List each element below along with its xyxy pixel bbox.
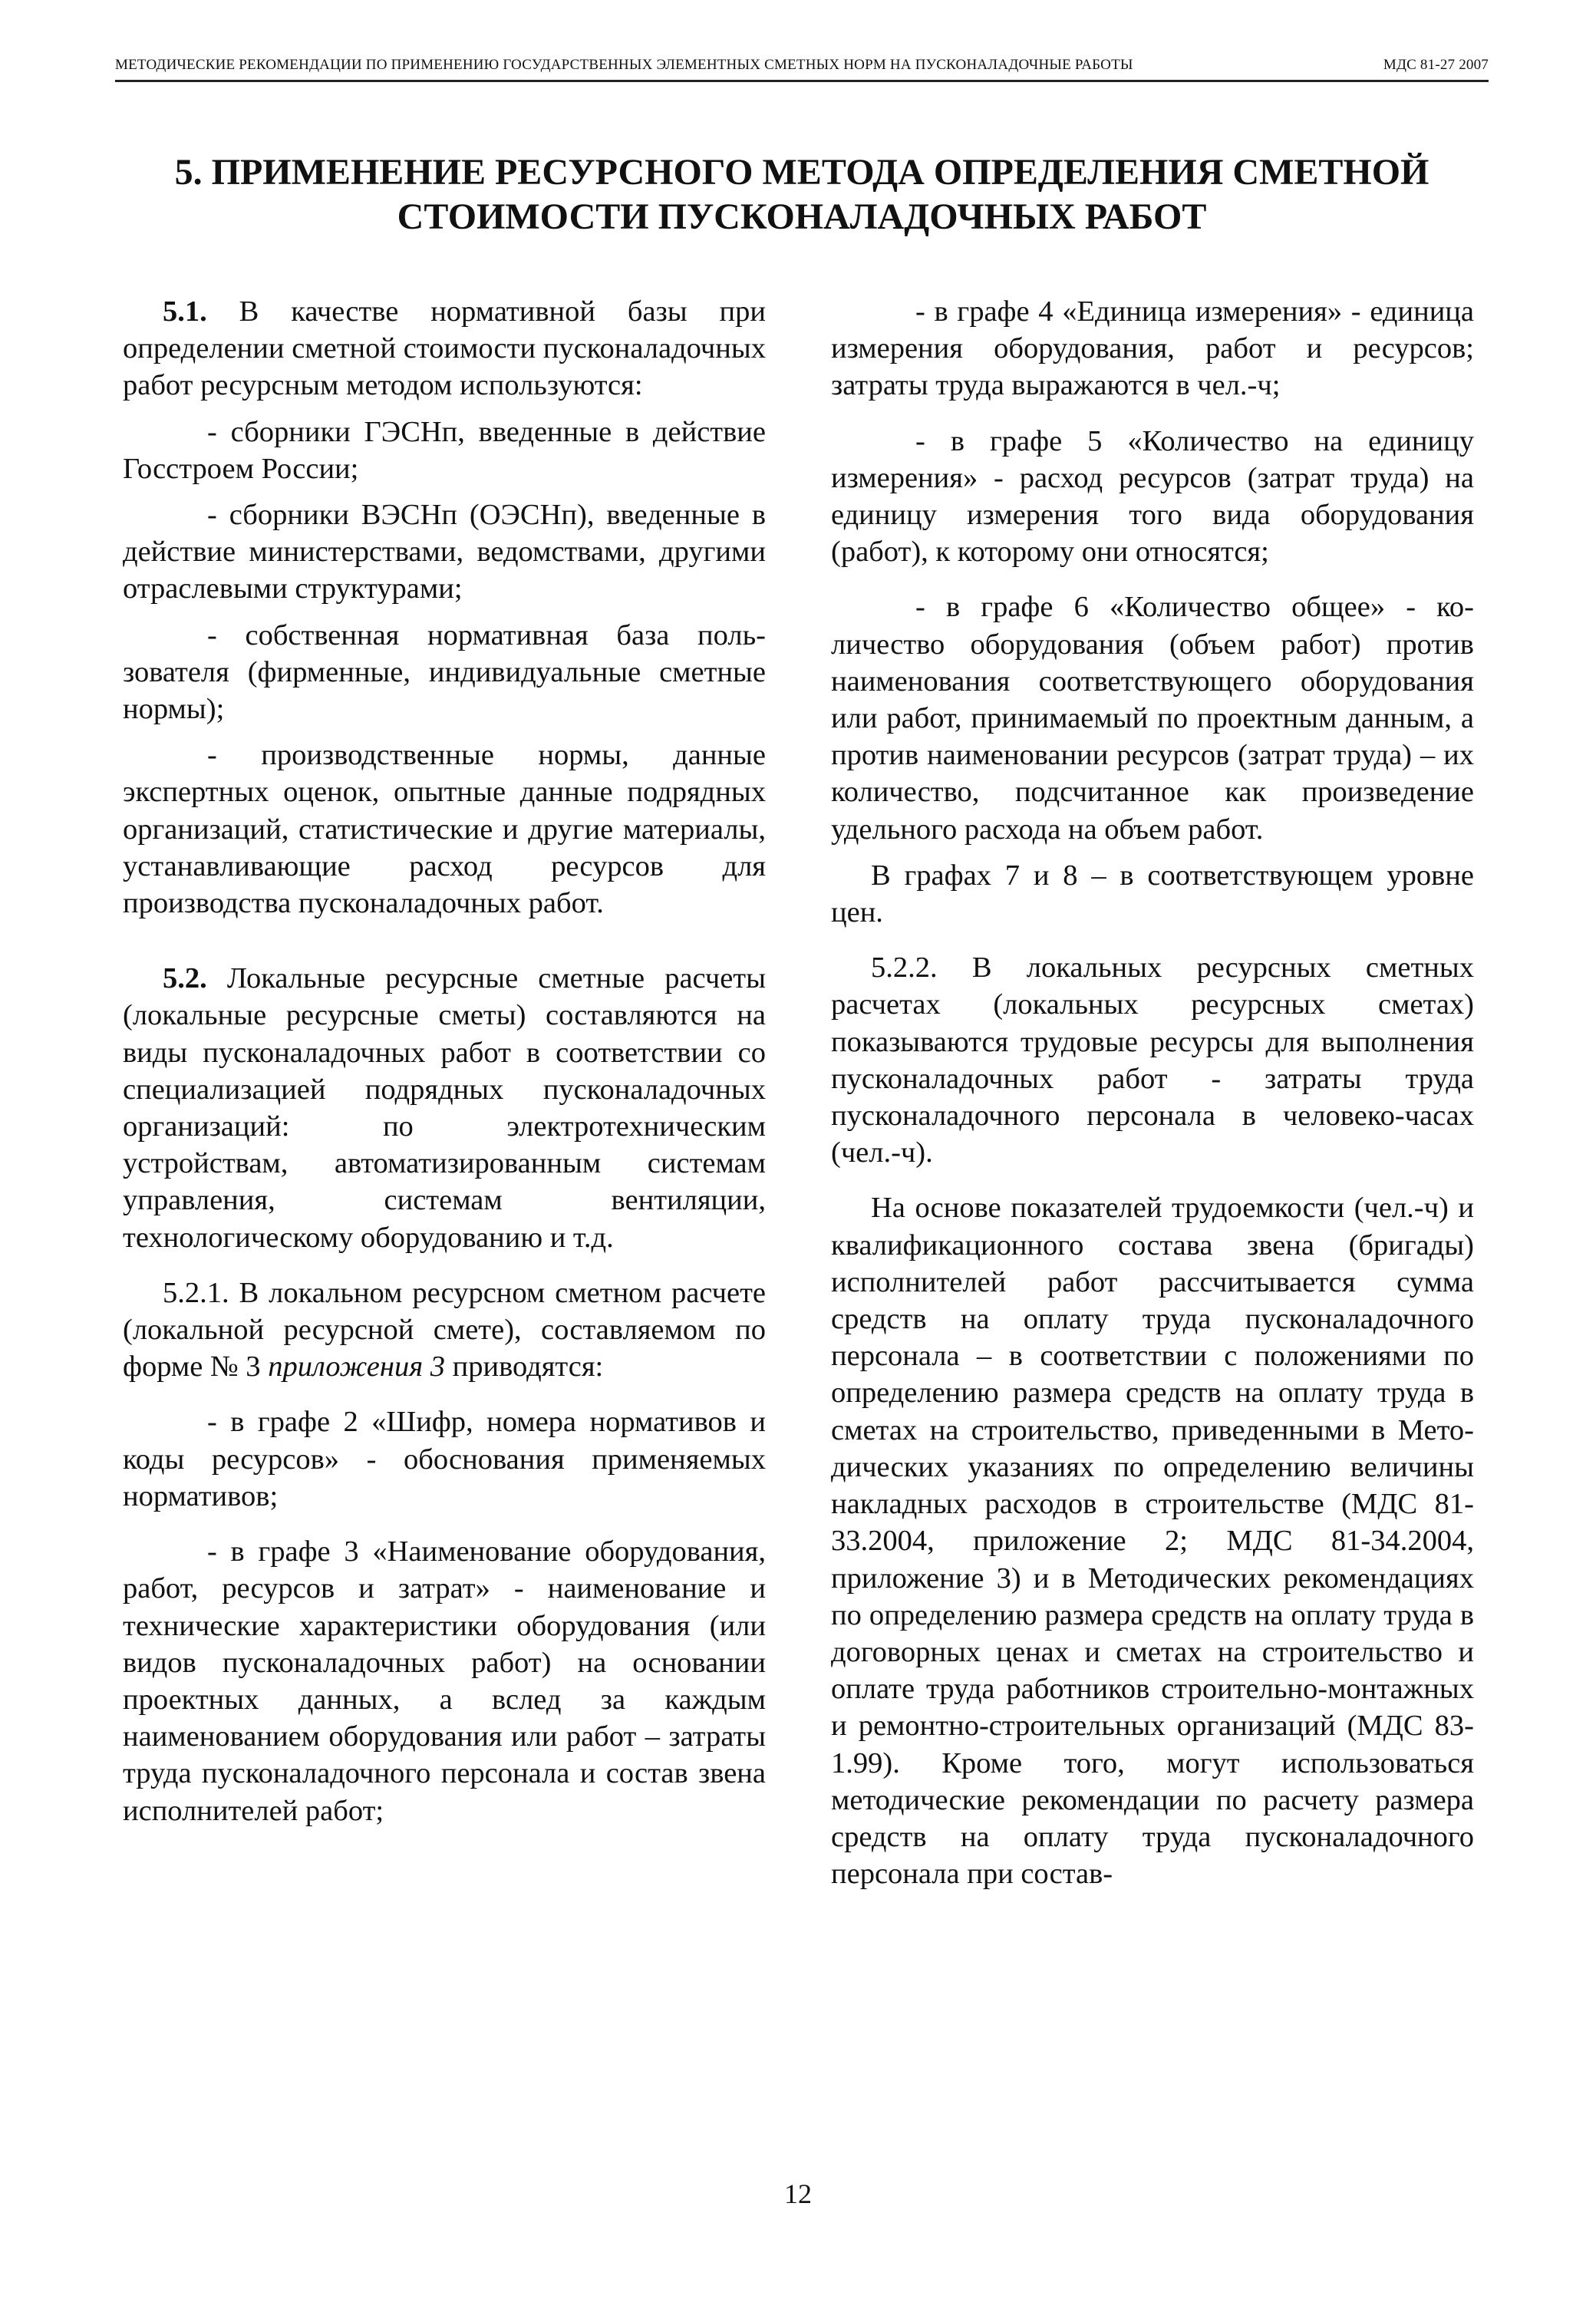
paragraph-columns-7-8: В графах 7 и 8 – в соответствующем уровне цен. bbox=[831, 859, 1474, 929]
paragraph-5-2: 5.2. Локальные ресурсные сметные расчеты (локальные ресурсные сметы) составляются на виды пусконаладочных работ в соответствии со специализацией подрядных пусконаладочных организаций: по электротехническим устройствам, автоматизированным системам управления, системам вентиляции, технологическому оборудованию и т.д. bbox=[123, 962, 767, 1254]
appendix-reference: приложения 3 bbox=[268, 1351, 445, 1384]
clause-number: 5.1. bbox=[163, 295, 207, 328]
list-item: - собственная нормативная база пользователя (фирменные, индивидуальные сметные нормы); bbox=[123, 618, 766, 726]
section-title-line-2: СТОИМОСТИ ПУСКОНАЛАДОЧНЫХ РАБОТ bbox=[397, 196, 1207, 237]
list-item: - сборники ВЭСНп (ОЭСНп), введенные в действие министерствами, ведомствами, другими отраслевыми структурами; bbox=[123, 499, 766, 605]
list-item: - в графе 3 «Наименование оборудования, работ, ресурсов и затрат» - наименование и технические характеристики оборудования (или видов пусконаладочных работ) на основании проектных данных, а вслед за каждым наименованием оборудования или работ – затраты труда пусконаладочного персонала и состав звена исполнителей работ; bbox=[123, 1535, 766, 1827]
list-item: - сборники ГЭСНп, введенные в действие Госстроем России; bbox=[123, 415, 766, 485]
section-title bbox=[115, 150, 1489, 239]
list-item: - в графе 6 «Количество общее» - количество оборудования (объем работ) против наименования соответствующего оборудования или работ, принимаемый по проектным данным, а против наименовании ресурсов (затрат труда) – их количество, подсчитанное как произведение удельного расхода на объем работ. bbox=[831, 591, 1474, 846]
running-title: МЕТОДИЧЕСКИЕ РЕКОМЕНДАЦИИ ПО ПРИМЕНЕНИЮ ГОСУДАРСТВЕННЫХ ЭЛЕМЕНТНЫХ СМЕТНЫХ НОРМ НА ПУСКОНАЛАДОЧНЫЕ РАБОТЫ bbox=[115, 57, 1133, 73]
right-column bbox=[831, 293, 1474, 1892]
section-title-line-1: 5. ПРИМЕНЕНИЕ РЕСУРСНОГО МЕТОДА ОПРЕДЕЛЕНИЯ СМЕТНОЙ bbox=[174, 152, 1429, 193]
document-code: МДС 81-27 2007 bbox=[1383, 57, 1489, 73]
list-item: - производственные нормы, данные экспертных оценок, опытные данные подрядных организаций, статистические и другие материалы, устанавливающие расход ресурсов для производства пусконаладочных работ. bbox=[123, 739, 766, 920]
paragraph-labor-cost: На основе показателей трудоемкости (чел.-ч) и квалификационного состава звена (бригады) исполнителей работ рассчитывается сумма средств на оплату труда пусконаладочного персонала – в соответствии с положениями по определению размера средств на оплату труда в сметах на строительство, приведенными в Методических указаниях по определению величины накладных расходов в строительстве (МДС 81-33.2004, приложение 2; МДС 81-34.2004, приложение 3) и в Методических рекомендациях по определению размера средств на оплату труда в договорных ценах и сметах на строительство и оплате труда работников строительно-монтажных и ремонтно-строительных организаций (МДС 83-1.99). Кроме того, могут использоваться методические рекомендации по расчету размера средств на оплату труда пусконаладочного персонала при состав- bbox=[831, 1192, 1474, 1891]
list-item: - в графе 5 «Количество на единицу измерения» - расход ресурсов (затрат труда) на единицу измерения того вида оборудования (работ), к которому они относятся; bbox=[831, 424, 1474, 569]
clause-number: 5.2. bbox=[163, 962, 207, 995]
paragraph-5-1: 5.1. В качестве нормативной базы при определении сметной стоимости пусконаладочных работ ресурсным методом используются: bbox=[123, 295, 767, 402]
left-column bbox=[123, 293, 766, 1829]
header-divider bbox=[115, 80, 1489, 82]
paragraph-5-2-2: 5.2.2. В локальных ресурсных сметных расчетах (локальных ресурсных сметах) показываются трудовые ресурсы для выполнения пусконаладочных работ - затраты труда пусконаладочного персонала в человеко-часах (чел.-ч). bbox=[831, 951, 1474, 1169]
running-header bbox=[115, 57, 1489, 74]
list-item: - в графе 4 «Единица измерения» - единица измерения оборудования, работ и ресурсов; затраты труда выражаются в чел.-ч; bbox=[831, 295, 1474, 402]
paragraph-5-2-1: 5.2.1. В локальном ресурсном сметном расчете (локальной ресурсной смете), составляемом по форме № 3 приложения 3 приводятся: bbox=[123, 1276, 766, 1384]
page-number: 12 bbox=[784, 2178, 812, 2209]
list-item: - в графе 2 «Шифр, номера нормативов и коды ресурсов» - обоснования применяемых нормативов; bbox=[123, 1406, 766, 1512]
